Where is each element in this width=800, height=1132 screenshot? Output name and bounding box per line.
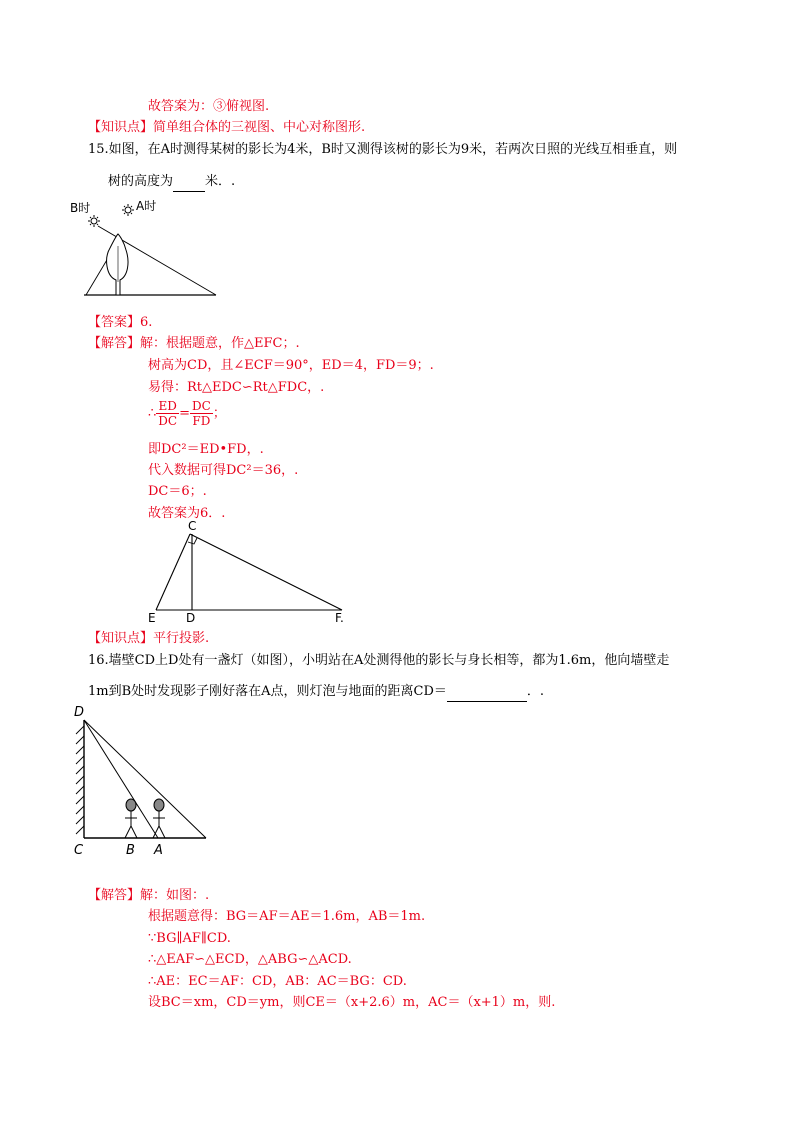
knowledge-text: 平行投影.: [153, 631, 210, 646]
q15-answer: [88, 314, 152, 332]
tree-icon: [107, 234, 128, 295]
q15-step-6: 故答案为6．.: [148, 506, 226, 521]
sun-a-icon: [122, 204, 134, 216]
q15-step-4: 代入数据可得DC²＝36，.: [148, 463, 299, 478]
frac1-den: DC: [158, 414, 178, 428]
q15-step-1: 树高为CD，且∠ECF＝90°，ED＝4，FD＝9；.: [148, 358, 434, 373]
knowledge-point: [88, 119, 365, 137]
q15-solution-head: [88, 335, 300, 353]
knowledge-tag: 【知识点】: [88, 120, 154, 135]
q15-ratio-line: [148, 398, 226, 430]
q15-blank: [173, 173, 205, 192]
q16-step-5: 设BC＝xm，CD＝ym，则CE＝（x+2.6）m，AC＝（x+1）m，则.: [148, 995, 556, 1010]
label-f: F.: [335, 611, 344, 625]
solution-head-text: 解：如图：.: [140, 888, 210, 903]
q15-step-2: 易得：Rt△EDC∽Rt△FDC，.: [148, 380, 325, 395]
q15-knowledge-point: [88, 630, 209, 648]
label-d16: D: [74, 705, 85, 720]
frac1-num: ED: [156, 399, 179, 414]
triangle-ecf-figure: [142, 518, 354, 626]
answer-tag: 【答案】: [88, 315, 141, 330]
label-a16: A: [154, 843, 163, 858]
wall-lamp-figure: [70, 702, 220, 858]
wall-hatching: [76, 726, 84, 834]
q16-step-4: ∴AE：EC＝AF：CD，AB：AC＝BG：CD.: [148, 974, 407, 989]
q15-line2-post: 米．.: [205, 174, 236, 189]
q15-step-3: 即DC²＝ED•FD，.: [148, 442, 264, 457]
ratio-prefix: ∴: [148, 406, 157, 421]
label-b16: B: [126, 843, 135, 858]
frac2-num: DC: [192, 399, 211, 413]
q16-line2-pre: 1m到B处时发现影子刚好落在A点，则灯泡与地面的距离CD＝: [88, 684, 447, 699]
ratio-frac-1: [156, 399, 179, 428]
q15-step-5: DC＝6；.: [148, 484, 207, 499]
ratio-frac-2: [190, 399, 213, 428]
q15-line2-pre: 树的高度为: [108, 174, 174, 189]
label-a-time: A时: [136, 199, 157, 213]
person-b-icon: [125, 799, 137, 838]
q16-step-3: ∴△EAF∽△ECD，△ABG∽△ACD.: [148, 952, 352, 967]
answer-line: 故答案为：③俯视图.: [148, 99, 270, 114]
q16-step-2: ∵BG∥AF∥CD.: [148, 931, 231, 946]
tree-shadow-figure: [68, 196, 228, 300]
solution-tag: 【解答】: [88, 888, 141, 903]
knowledge-tag: 【知识点】: [88, 631, 154, 646]
q16-blank: [447, 683, 527, 702]
q16-line2-post: ．.: [526, 684, 545, 699]
label-b-time: B时: [70, 201, 91, 215]
q16-step-1: 根据题意得：BG＝AF＝AE＝1.6m，AB＝1m.: [148, 909, 426, 924]
label-d: D: [186, 611, 196, 625]
solution-head-text: 解：根据题意，作△EFC；.: [140, 336, 300, 351]
ratio-suffix: ；: [212, 406, 226, 421]
solution-tag: 【解答】: [88, 336, 141, 351]
label-c16: C: [74, 843, 84, 858]
knowledge-text: 简单组合体的三视图、中心对称图形.: [153, 120, 366, 135]
sun-b-icon: [88, 215, 100, 227]
label-c: C: [188, 519, 197, 533]
q16-text-line2: [88, 683, 544, 702]
q16-text-line1: 16.墙壁CD上D处有一盏灯（如图），小明站在A处测得他的影长与身长相等，都为1.6m，他向墙壁走: [88, 653, 670, 668]
q16-solution-head: [88, 887, 209, 905]
answer-value: 6.: [140, 315, 153, 330]
q15-text-line2: [108, 173, 235, 192]
q15-text-line1: 15.如图，在A时测得某树的影长为4米，B时又测得该树的影长为9米，若两次日照的光线互相垂直，则: [88, 142, 678, 157]
frac2-den: FD: [192, 414, 211, 428]
label-e: E: [148, 611, 156, 625]
ratio-eq: =: [179, 406, 190, 421]
